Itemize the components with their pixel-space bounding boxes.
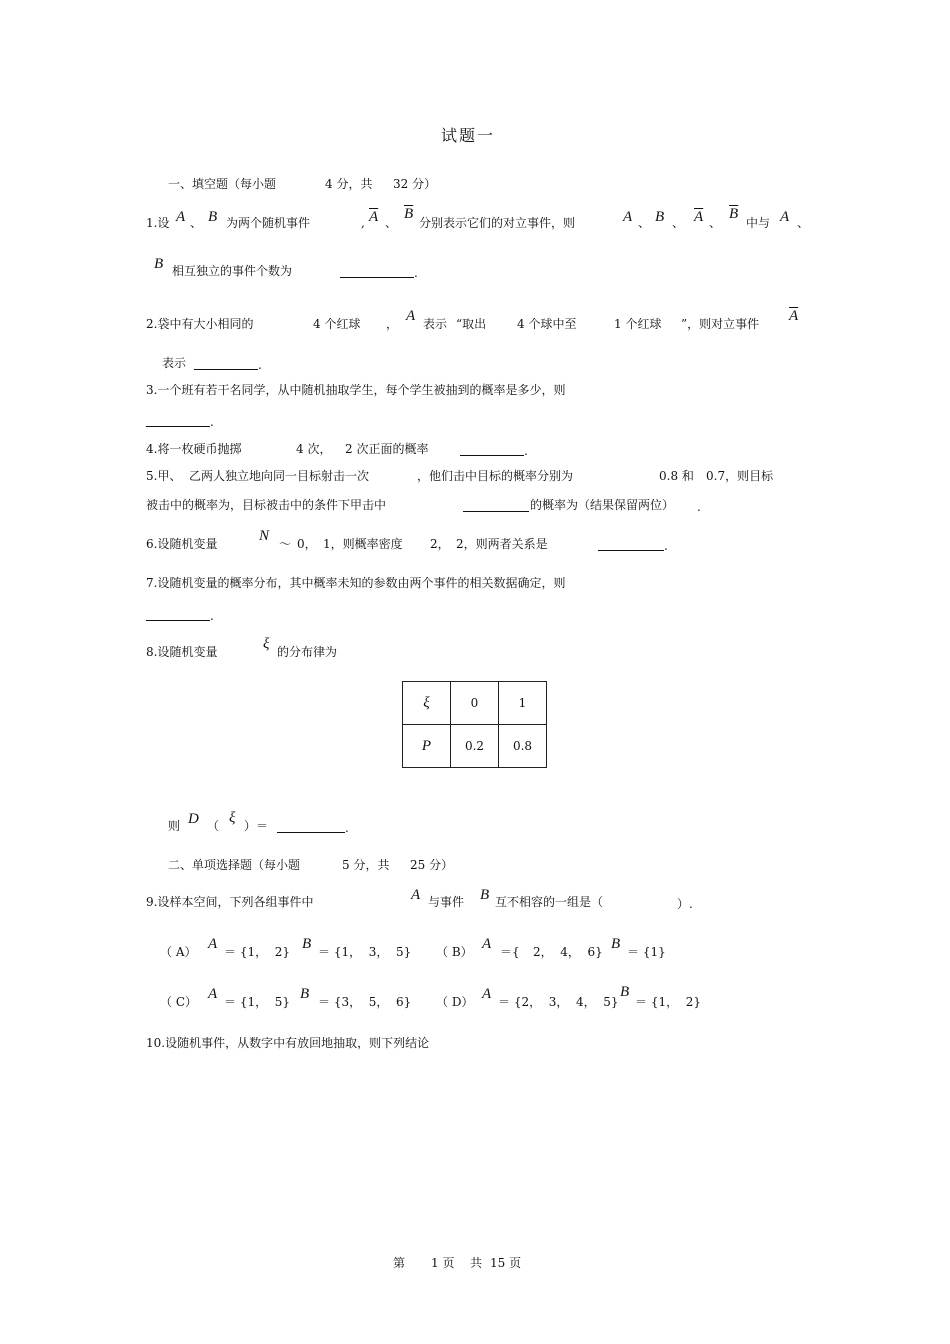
- page-title: 试题一: [441, 126, 496, 145]
- answer-blank: [146, 426, 210, 427]
- table-cell: 1: [499, 682, 547, 725]
- answer-blank: [460, 455, 524, 456]
- table-header-p: P: [403, 725, 451, 768]
- table-row: [403, 682, 547, 725]
- table-row: [403, 725, 547, 768]
- table-header-xi: ξ: [403, 682, 451, 725]
- table-cell: 0.2: [451, 725, 499, 768]
- answer-blank: [598, 550, 664, 551]
- table-cell: 0.8: [499, 725, 547, 768]
- answer-blank: [194, 369, 258, 370]
- answer-blank: [463, 511, 529, 512]
- table-cell: 0: [451, 682, 499, 725]
- answer-blank: [340, 277, 414, 278]
- answer-blank: [277, 832, 345, 833]
- answer-blank: [146, 620, 210, 621]
- distribution-table: [402, 681, 547, 768]
